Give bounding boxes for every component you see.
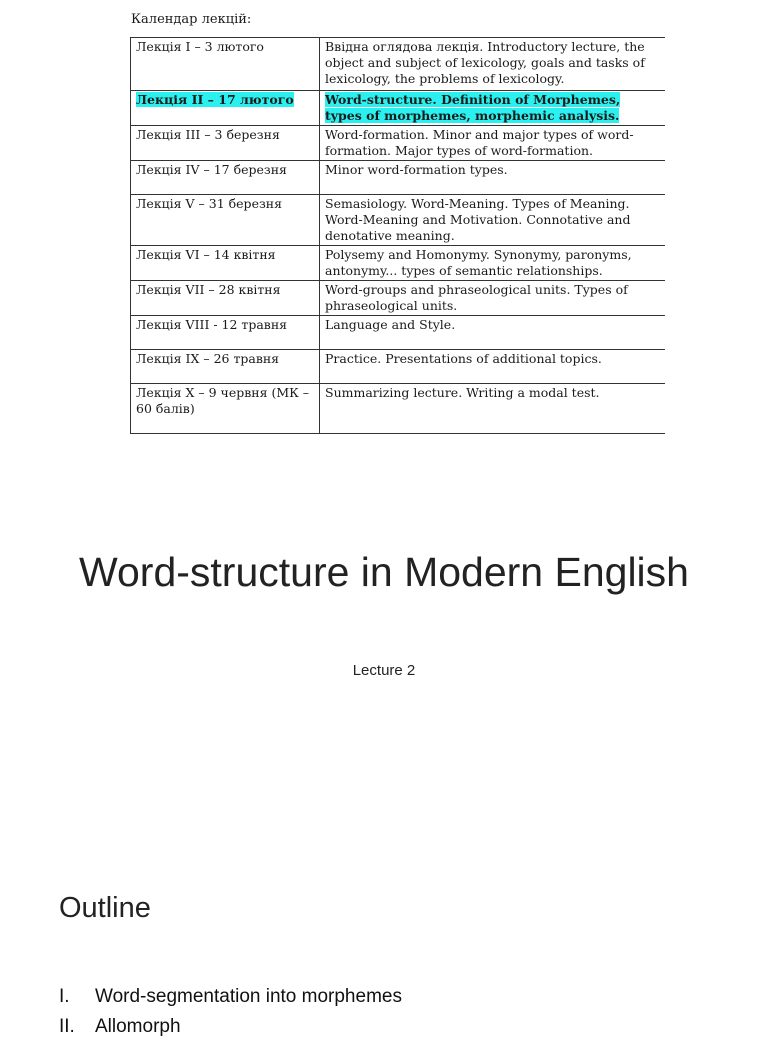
lecture-topic-cell (320, 281, 666, 316)
lecture-topic: Ввідна оглядова лекція. Introductory lecture, the object and subject of lexicology, goals and tasks of lexicology, the problems of lexicology. (325, 39, 645, 86)
lecture-date: Лекція VII – 28 квітня (136, 282, 281, 297)
table-row (131, 38, 666, 91)
lecture-date: Лекція X – 9 червня (МК – 60 балів) (136, 385, 310, 416)
outline-heading: Outline (59, 892, 151, 924)
lecture-schedule-table (130, 37, 665, 434)
lecture-topic-cell (320, 38, 666, 91)
table-row (131, 350, 666, 384)
list-item (59, 982, 402, 1012)
lecture-topic: Language and Style. (325, 317, 456, 332)
lecture-date-cell (131, 38, 320, 91)
lecture-topic: Semasiology. Word-Meaning. Types of Meaning. Word-Meaning and Motivation. Connotative and denotative meaning. (325, 196, 631, 243)
list-item-number: II. (59, 1016, 75, 1037)
lecture-topic: Summarizing lecture. Writing a modal test. (325, 385, 600, 400)
lecture-topic-cell (320, 91, 666, 126)
calendar-title: Календар лекцій: (131, 12, 252, 27)
slide-subtitle: Lecture 2 (352, 662, 416, 679)
lecture-date: Лекція III – 3 березня (136, 127, 280, 142)
lecture-topic: Practice. Presentations of additional topics. (325, 351, 602, 366)
lecture-date-cell (131, 195, 320, 246)
table-row (131, 246, 666, 281)
lecture-topic-highlighted: Word-structure. Definition of Morphemes, types of morphemes, morphemic analysis. (325, 92, 621, 123)
lecture-date: Лекція IV – 17 березня (136, 162, 287, 177)
lecture-date: Лекція IX – 26 травня (136, 351, 280, 366)
lecture-date-cell (131, 91, 320, 126)
lecture-date-cell (131, 316, 320, 350)
table-row (131, 384, 666, 434)
lecture-topic: Polysemy and Homonymy. Synonymy, paronyms, antonymy... types of semantic relationships. (325, 247, 632, 278)
outline-list (59, 982, 402, 1042)
lecture-date-cell (131, 350, 320, 384)
list-item (59, 1012, 402, 1042)
table-row (131, 161, 666, 195)
list-item-text: Word-segmentation into morphemes (95, 986, 402, 1007)
list-item-number: I. (59, 986, 70, 1007)
lecture-topic: Word-formation. Minor and major types of word-formation. Major types of word-formation. (325, 127, 634, 158)
table-row (131, 316, 666, 350)
lecture-topic-cell (320, 316, 666, 350)
lecture-date-cell (131, 281, 320, 316)
lecture-topic-cell (320, 350, 666, 384)
table-row (131, 281, 666, 316)
lecture-topic: Minor word-formation types. (325, 162, 508, 177)
table-row (131, 126, 666, 161)
list-item-text: Allomorph (95, 1016, 181, 1037)
lecture-topic-cell (320, 161, 666, 195)
lecture-date-cell (131, 246, 320, 281)
lecture-date-highlighted: Лекція II – 17 лютого (136, 92, 294, 107)
slide-title: Word-structure in Modern English (79, 549, 689, 595)
lecture-topic-cell (320, 126, 666, 161)
table-row (131, 91, 666, 126)
lecture-date: Лекція I – 3 лютого (136, 39, 264, 54)
lecture-date-cell (131, 384, 320, 434)
lecture-date-cell (131, 161, 320, 195)
lecture-topic-cell (320, 246, 666, 281)
lecture-topic-cell (320, 195, 666, 246)
lecture-date: Лекція VIII - 12 травня (136, 317, 288, 332)
lecture-topic-cell (320, 384, 666, 434)
lecture-date-cell (131, 126, 320, 161)
table-row (131, 195, 666, 246)
lecture-date: Лекція V – 31 березня (136, 196, 282, 211)
lecture-date: Лекція VI – 14 квітня (136, 247, 276, 262)
lecture-topic: Word-groups and phraseological units. Types of phraseological units. (325, 282, 628, 313)
